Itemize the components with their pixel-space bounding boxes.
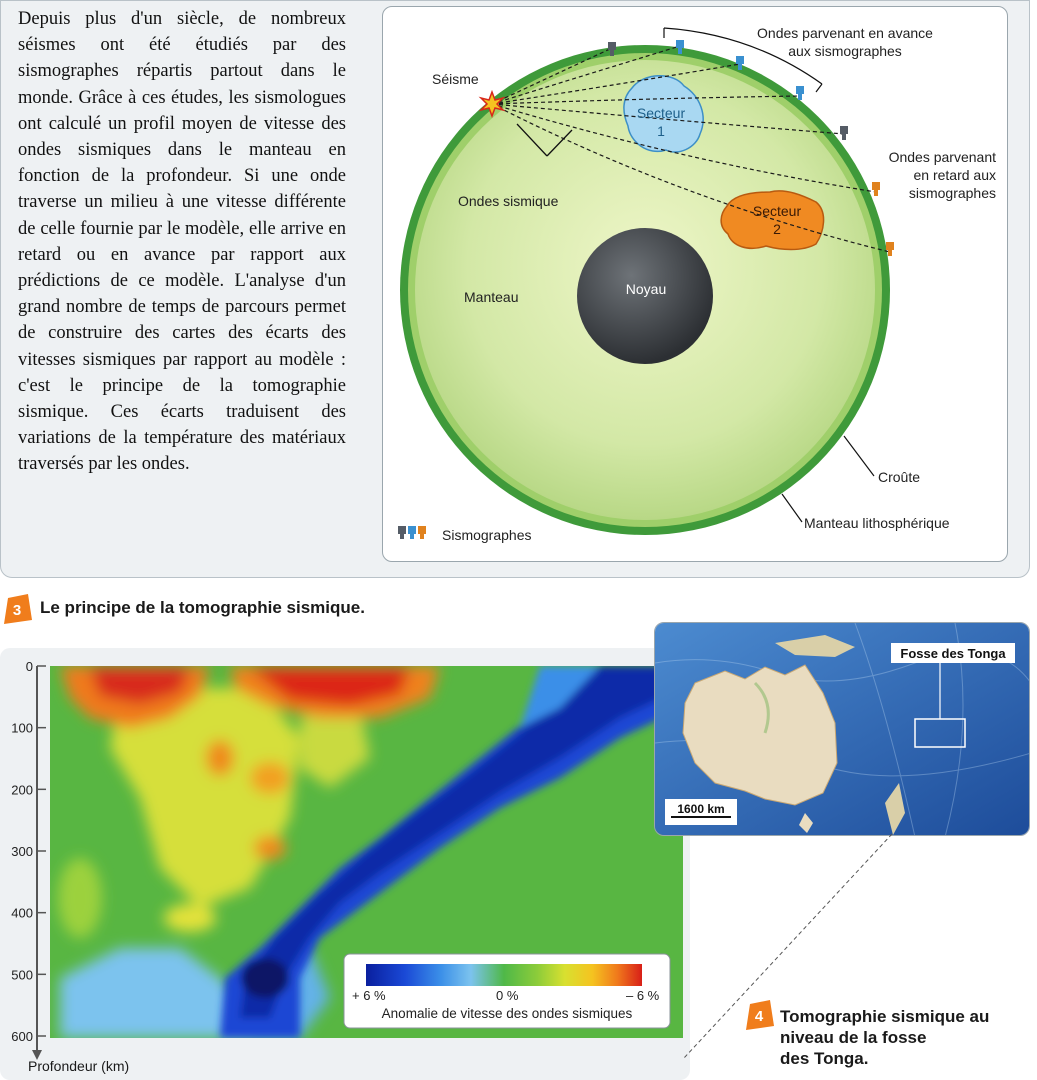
sismographes-legend-icons <box>398 526 426 539</box>
tomography-chart <box>0 648 690 1080</box>
y-tick-label: 0 <box>25 659 33 674</box>
tonga-map <box>654 622 1030 836</box>
colorbar-right-label: – 6 % <box>626 988 660 1003</box>
intro-paragraph: Depuis plus d'un siècle, de nombreux séismes ont été étudiés par des sismographes répartis partout dans le monde. Grâce à ces études, les sismologues ont calculé un profil moyen de vitesse des ondes sismiques dans le manteau en fonction de la profondeur. Si une onde traverse un milieu à une vitesse différente de celle fournie par le modèle, elle arrive en retard ou en avance par rapport aux prédictions de ce modèle. L'analyse d'un grand nombre de temps de parcours permet de construire des cartes des écarts des vitesses sismiques par rapport au modèle : c'est le principe de la tomographie sismique. Ces écarts traduisent des variations de la température des matériaux traversés par les ondes. <box>18 9 346 475</box>
y-tick-label: 200 <box>11 782 33 798</box>
y-tick-label: 100 <box>11 720 33 736</box>
mantle-label: Manteau <box>464 289 519 305</box>
sector-2-label: Secteur 2 <box>752 203 802 237</box>
map-scale-label: 1600 km <box>677 802 725 816</box>
y-tick-label: 300 <box>11 844 33 859</box>
seismic-waves-label: Ondes sismique <box>458 193 559 209</box>
y-tick-label: 500 <box>11 967 33 983</box>
seisme-label: Séisme <box>432 71 479 87</box>
y-tick-label: 400 <box>11 905 33 921</box>
lithospheric-mantle-label: Manteau lithosphérique <box>804 515 950 531</box>
figure-4-title: Tomographie sismique au niveau de la fosse des Tonga. <box>780 1007 990 1068</box>
svg-text:3: 3 <box>12 602 22 619</box>
svg-text:4: 4 <box>754 1008 764 1025</box>
advance-label: Ondes parvenant en avance aux sismographes <box>757 25 933 59</box>
figure-4-badge <box>746 1000 774 1030</box>
figure-3-title: Le principe de la tomographie sismique. <box>40 598 365 617</box>
colorbar-gradient <box>366 964 642 986</box>
colorbar-left-label: + 6 % <box>352 988 386 1003</box>
y-axis-label: Profondeur (km) <box>28 1058 130 1074</box>
sector-1-label: Secteur 1 <box>636 105 686 139</box>
core-label: Noyau <box>625 281 667 297</box>
colorbar-title: Anomalie de vitesse des ondes sismiques <box>381 1006 633 1021</box>
tonga-trench-label: Fosse des Tonga <box>900 646 1006 661</box>
seismographs-legend-label: Sismographes <box>442 527 532 543</box>
crust-label: Croûte <box>878 469 921 485</box>
y-tick-label: 600 <box>11 1029 33 1044</box>
colorbar-mid-label: 0 % <box>496 988 519 1003</box>
figure-3-badge <box>4 594 32 624</box>
delay-label: Ondes parvenant en retard aux sismographes <box>888 149 996 201</box>
